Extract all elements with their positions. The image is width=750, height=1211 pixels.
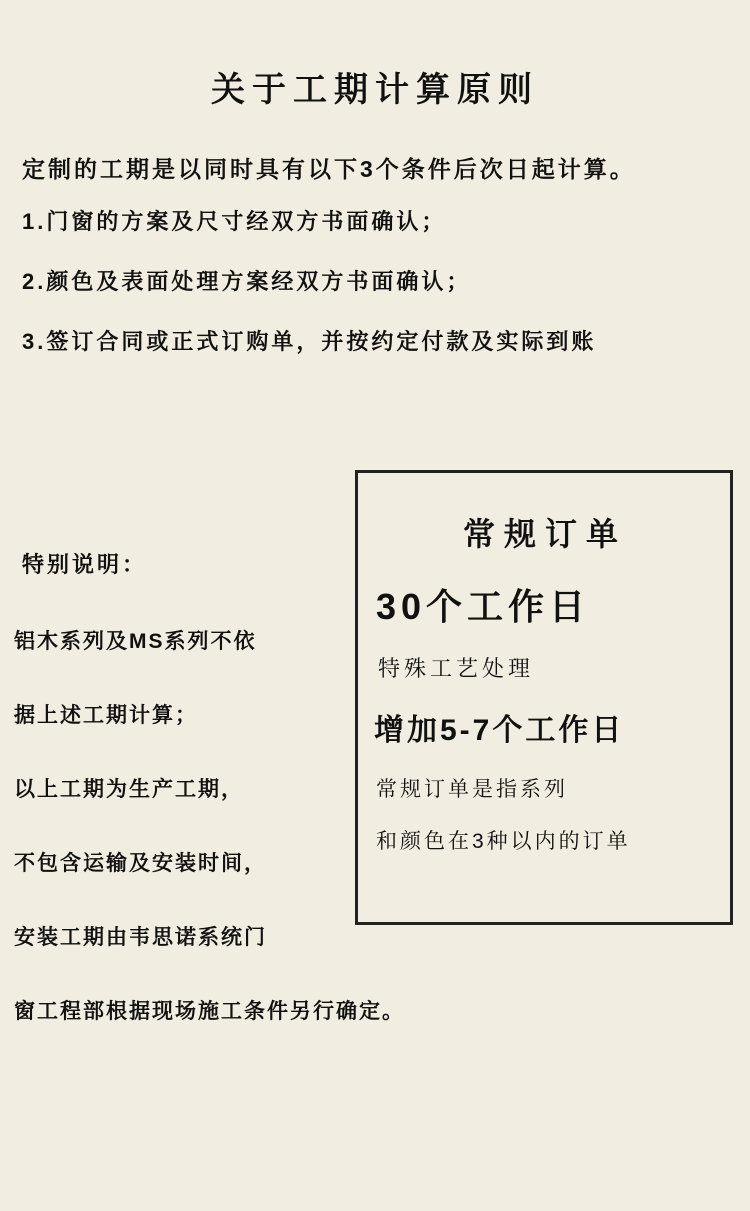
order-info-box bbox=[355, 470, 733, 925]
special-note-line: 不包含运输及安装时间， bbox=[14, 852, 267, 875]
lower-section bbox=[0, 470, 750, 1090]
order-definition-line: 和颜色在3种以内的订单 bbox=[376, 830, 631, 853]
special-note-line: 窗工程部根据现场施工条件另行确定。 bbox=[14, 1000, 405, 1023]
conditions-list bbox=[22, 210, 750, 355]
special-note-line: 铝木系列及MS系列不依 bbox=[14, 630, 257, 653]
page-title: 关于工期计算原则 bbox=[211, 71, 539, 109]
list-item: 1.门窗的方案及尺寸经双方书面确认； bbox=[22, 209, 447, 234]
intro-text: 定制的工期是以同时具有以下3个条件后次日起计算。 bbox=[22, 156, 636, 182]
order-lead-time: 30个工作日 bbox=[376, 586, 591, 627]
list-item: 2.颜色及表面处理方案经双方书面确认； bbox=[22, 269, 472, 295]
order-box-title: 常规订单 bbox=[462, 516, 627, 552]
document-page bbox=[0, 62, 750, 1211]
special-note-line: 据上述工期计算； bbox=[14, 704, 198, 727]
special-process-extra: 增加5-7个工作日 bbox=[374, 714, 625, 747]
special-note-block bbox=[14, 548, 405, 1069]
list-item: 3.签订合同或正式订购单，并按约定付款及实际到账 bbox=[22, 329, 597, 355]
special-note-heading: 特别说明： bbox=[22, 552, 148, 577]
special-note-line: 安装工期由韦思诺系统门 bbox=[14, 926, 267, 949]
special-note-line: 以上工期为生产工期， bbox=[14, 778, 244, 801]
order-definition-line: 常规订单是指系列 bbox=[376, 778, 568, 801]
special-process-label: 特殊工艺处理 bbox=[378, 656, 535, 681]
